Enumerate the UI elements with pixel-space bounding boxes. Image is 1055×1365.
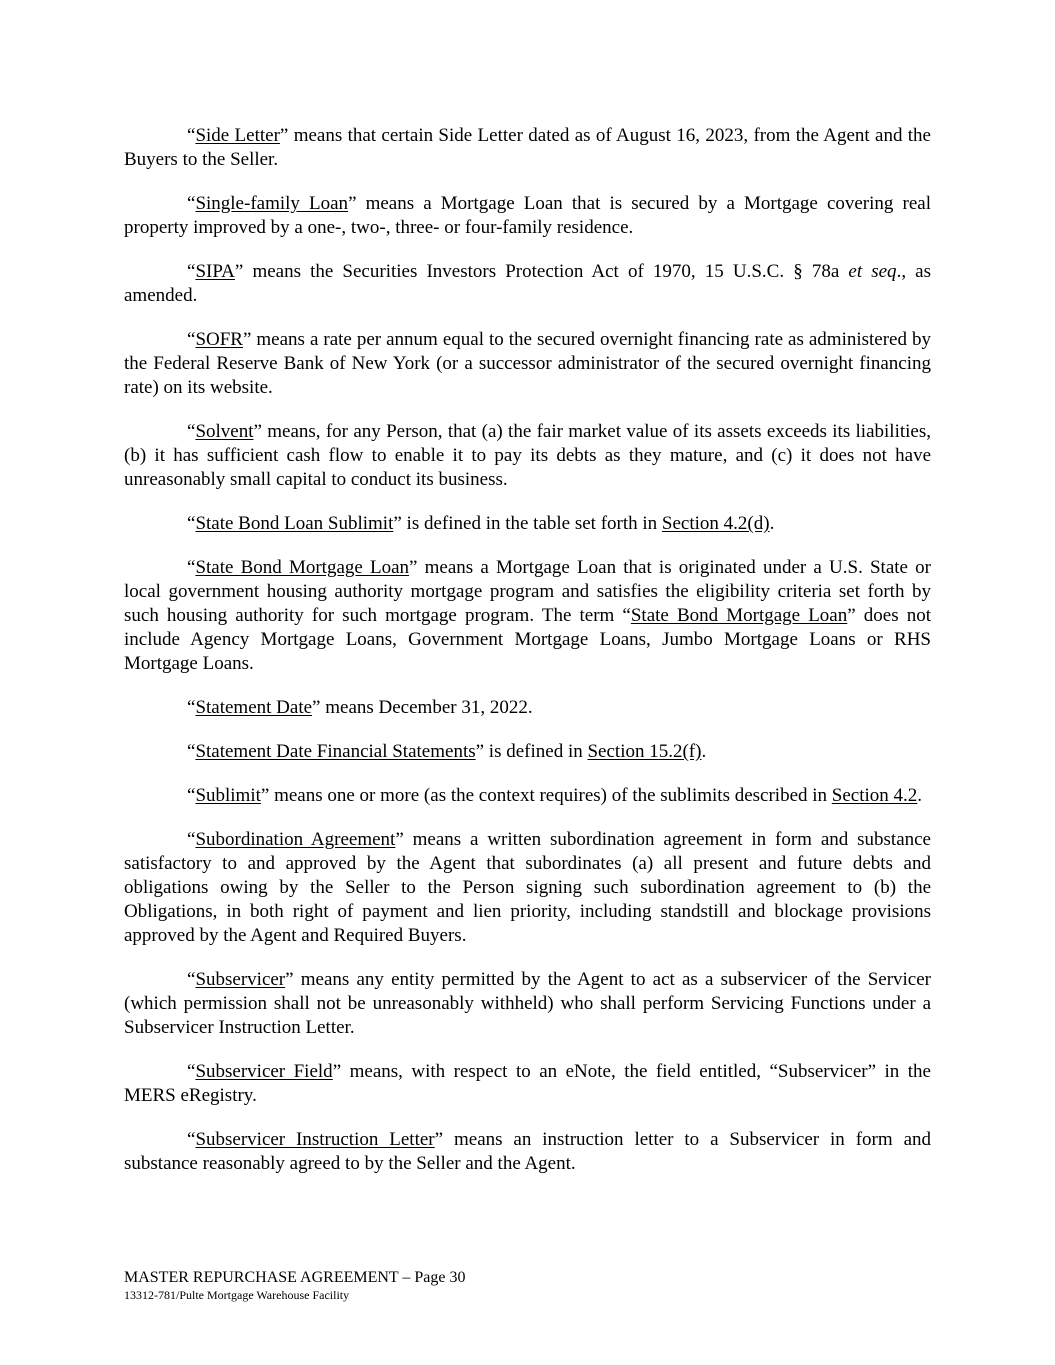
definition-subservicer-field [124, 1060, 931, 1108]
italic-text: et seq [848, 261, 897, 282]
definition-text: “ [187, 1129, 196, 1150]
definition-text: ” means an instruction letter to a Subservicer in form and substance reasonably agreed to by the Seller and the Agent. [124, 1129, 931, 1174]
definition-text: “ [187, 513, 196, 534]
definition-text: ” means, for any Person, that (a) the fair market value of its assets exceeds its liabilities, (b) it has sufficient cash flow to enable it to pay its debts as they mature, and (c) it does not have unreasonably small capital to conduct its business. [124, 421, 931, 490]
definition-subordination-agreement [124, 828, 931, 948]
definition-text: “ [187, 829, 196, 850]
definition-state-bond-mortgage-loan [124, 556, 931, 676]
defined-term: SIPA [195, 261, 235, 282]
definition-statement-date [124, 696, 931, 720]
definition-subservicer-instruction-letter [124, 1128, 931, 1176]
footer-title: MASTER REPURCHASE AGREEMENT – Page 30 [124, 1269, 466, 1286]
footer-document-id: 13312-781/Pulte Mortgage Warehouse Facility [124, 1288, 350, 1302]
definition-text: “ [187, 421, 196, 442]
definition-subservicer [124, 968, 931, 1040]
definition-text: ” means one or more (as the context requires) of the sublimits described in [260, 785, 832, 806]
definition-sipa [124, 260, 931, 308]
definition-text: “ [187, 125, 196, 146]
defined-term: Single-family Loan [195, 193, 349, 214]
defined-term: SOFR [195, 329, 243, 350]
defined-term: Sublimit [195, 785, 261, 806]
definition-text: . [769, 513, 775, 534]
defined-term: Subservicer [195, 969, 286, 990]
definition-text: “ [187, 193, 196, 214]
definition-text: ” means a Mortgage Loan that is secured by a Mortgage covering real property improved by a one-, two-, three- or four-family residence. [124, 193, 931, 238]
definition-text: ” means a Mortgage Loan that is originated under a U.S. State or local government housing authority mortgage program and satisfies the eligibility criteria set forth by such housing authority for such mortgage program. The term “ [124, 557, 931, 626]
definition-text: ” means a rate per annum equal to the secured overnight financing rate as administered by the Federal Reserve Bank of New York (or a successor administrator of the secured overnight financing rate) on its website. [124, 329, 931, 398]
definition-sofr [124, 328, 931, 400]
definition-text: ” means any entity permitted by the Agent to act as a subservicer of the Servicer (which permission shall not be unreasonably withheld) who shall perform Servicing Functions under a Subservicer Instruction Letter. [124, 969, 931, 1038]
defined-term: Statement Date Financial Statements [195, 741, 476, 762]
definition-text: “ [187, 1061, 196, 1082]
definition-sublimit [124, 784, 931, 808]
definition-text: . [917, 785, 923, 806]
definition-text: ., as amended. [124, 261, 932, 306]
definition-text: ” means December 31, 2022. [312, 697, 533, 718]
definition-side-letter [124, 124, 931, 172]
defined-term: Solvent [195, 421, 254, 442]
defined-term: Subordination Agreement [195, 829, 396, 850]
definition-text: ” does not include Agency Mortgage Loans, Government Mortgage Loans, Jumbo Mortgage Loans or RHS Mortgage Loans. [124, 605, 931, 674]
definition-single-family-loan [124, 192, 931, 240]
cross-reference: State Bond Mortgage Loan [630, 605, 848, 626]
defined-term: Subservicer Field [195, 1061, 333, 1082]
definition-text: “ [187, 697, 196, 718]
definition-text: ” is defined in [475, 741, 588, 762]
cross-reference: Section 4.2(d) [661, 513, 770, 534]
definition-state-bond-loan-sublimit [124, 512, 931, 536]
defined-term: Subservicer Instruction Letter [195, 1129, 435, 1150]
definition-text: ” means a written subordination agreement in form and substance satisfactory to and approved by the Agent that subordinates (a) all present and future debts and obligations owing by the Seller to the Person signing such subordination agreement to (b) the Obligations, in both right of payment and lien priority, including standstill and blockage provisions approved by the Agent and Required Buyers. [124, 829, 931, 946]
definition-text: “ [187, 329, 196, 350]
page-footer [124, 1268, 931, 1302]
defined-term: Side Letter [195, 125, 280, 146]
document-body [124, 124, 931, 1196]
definition-text: “ [187, 785, 196, 806]
cross-reference: Section 4.2 [831, 785, 918, 806]
definition-statement-date-financial-statements [124, 740, 931, 764]
cross-reference: Section 15.2(f) [587, 741, 702, 762]
defined-term: State Bond Mortgage Loan [195, 557, 410, 578]
definition-text: “ [187, 969, 196, 990]
definition-text: “ [187, 557, 196, 578]
definition-text: “ [187, 261, 196, 282]
definition-text: “ [187, 741, 196, 762]
definition-text: . [701, 741, 707, 762]
definition-text: ” is defined in the table set forth in [393, 513, 662, 534]
definition-text: ” means that certain Side Letter dated as of August 16, 2023, from the Agent and the Buyers to the Seller. [124, 125, 931, 170]
definition-text: ” means, with respect to an eNote, the field entitled, “Subservicer” in the MERS eRegistry. [124, 1061, 931, 1106]
defined-term: Statement Date [195, 697, 313, 718]
definition-solvent [124, 420, 931, 492]
definition-text: ” means the Securities Investors Protection Act of 1970, 15 U.S.C. § 78a [234, 261, 849, 282]
defined-term: State Bond Loan Sublimit [195, 513, 394, 534]
